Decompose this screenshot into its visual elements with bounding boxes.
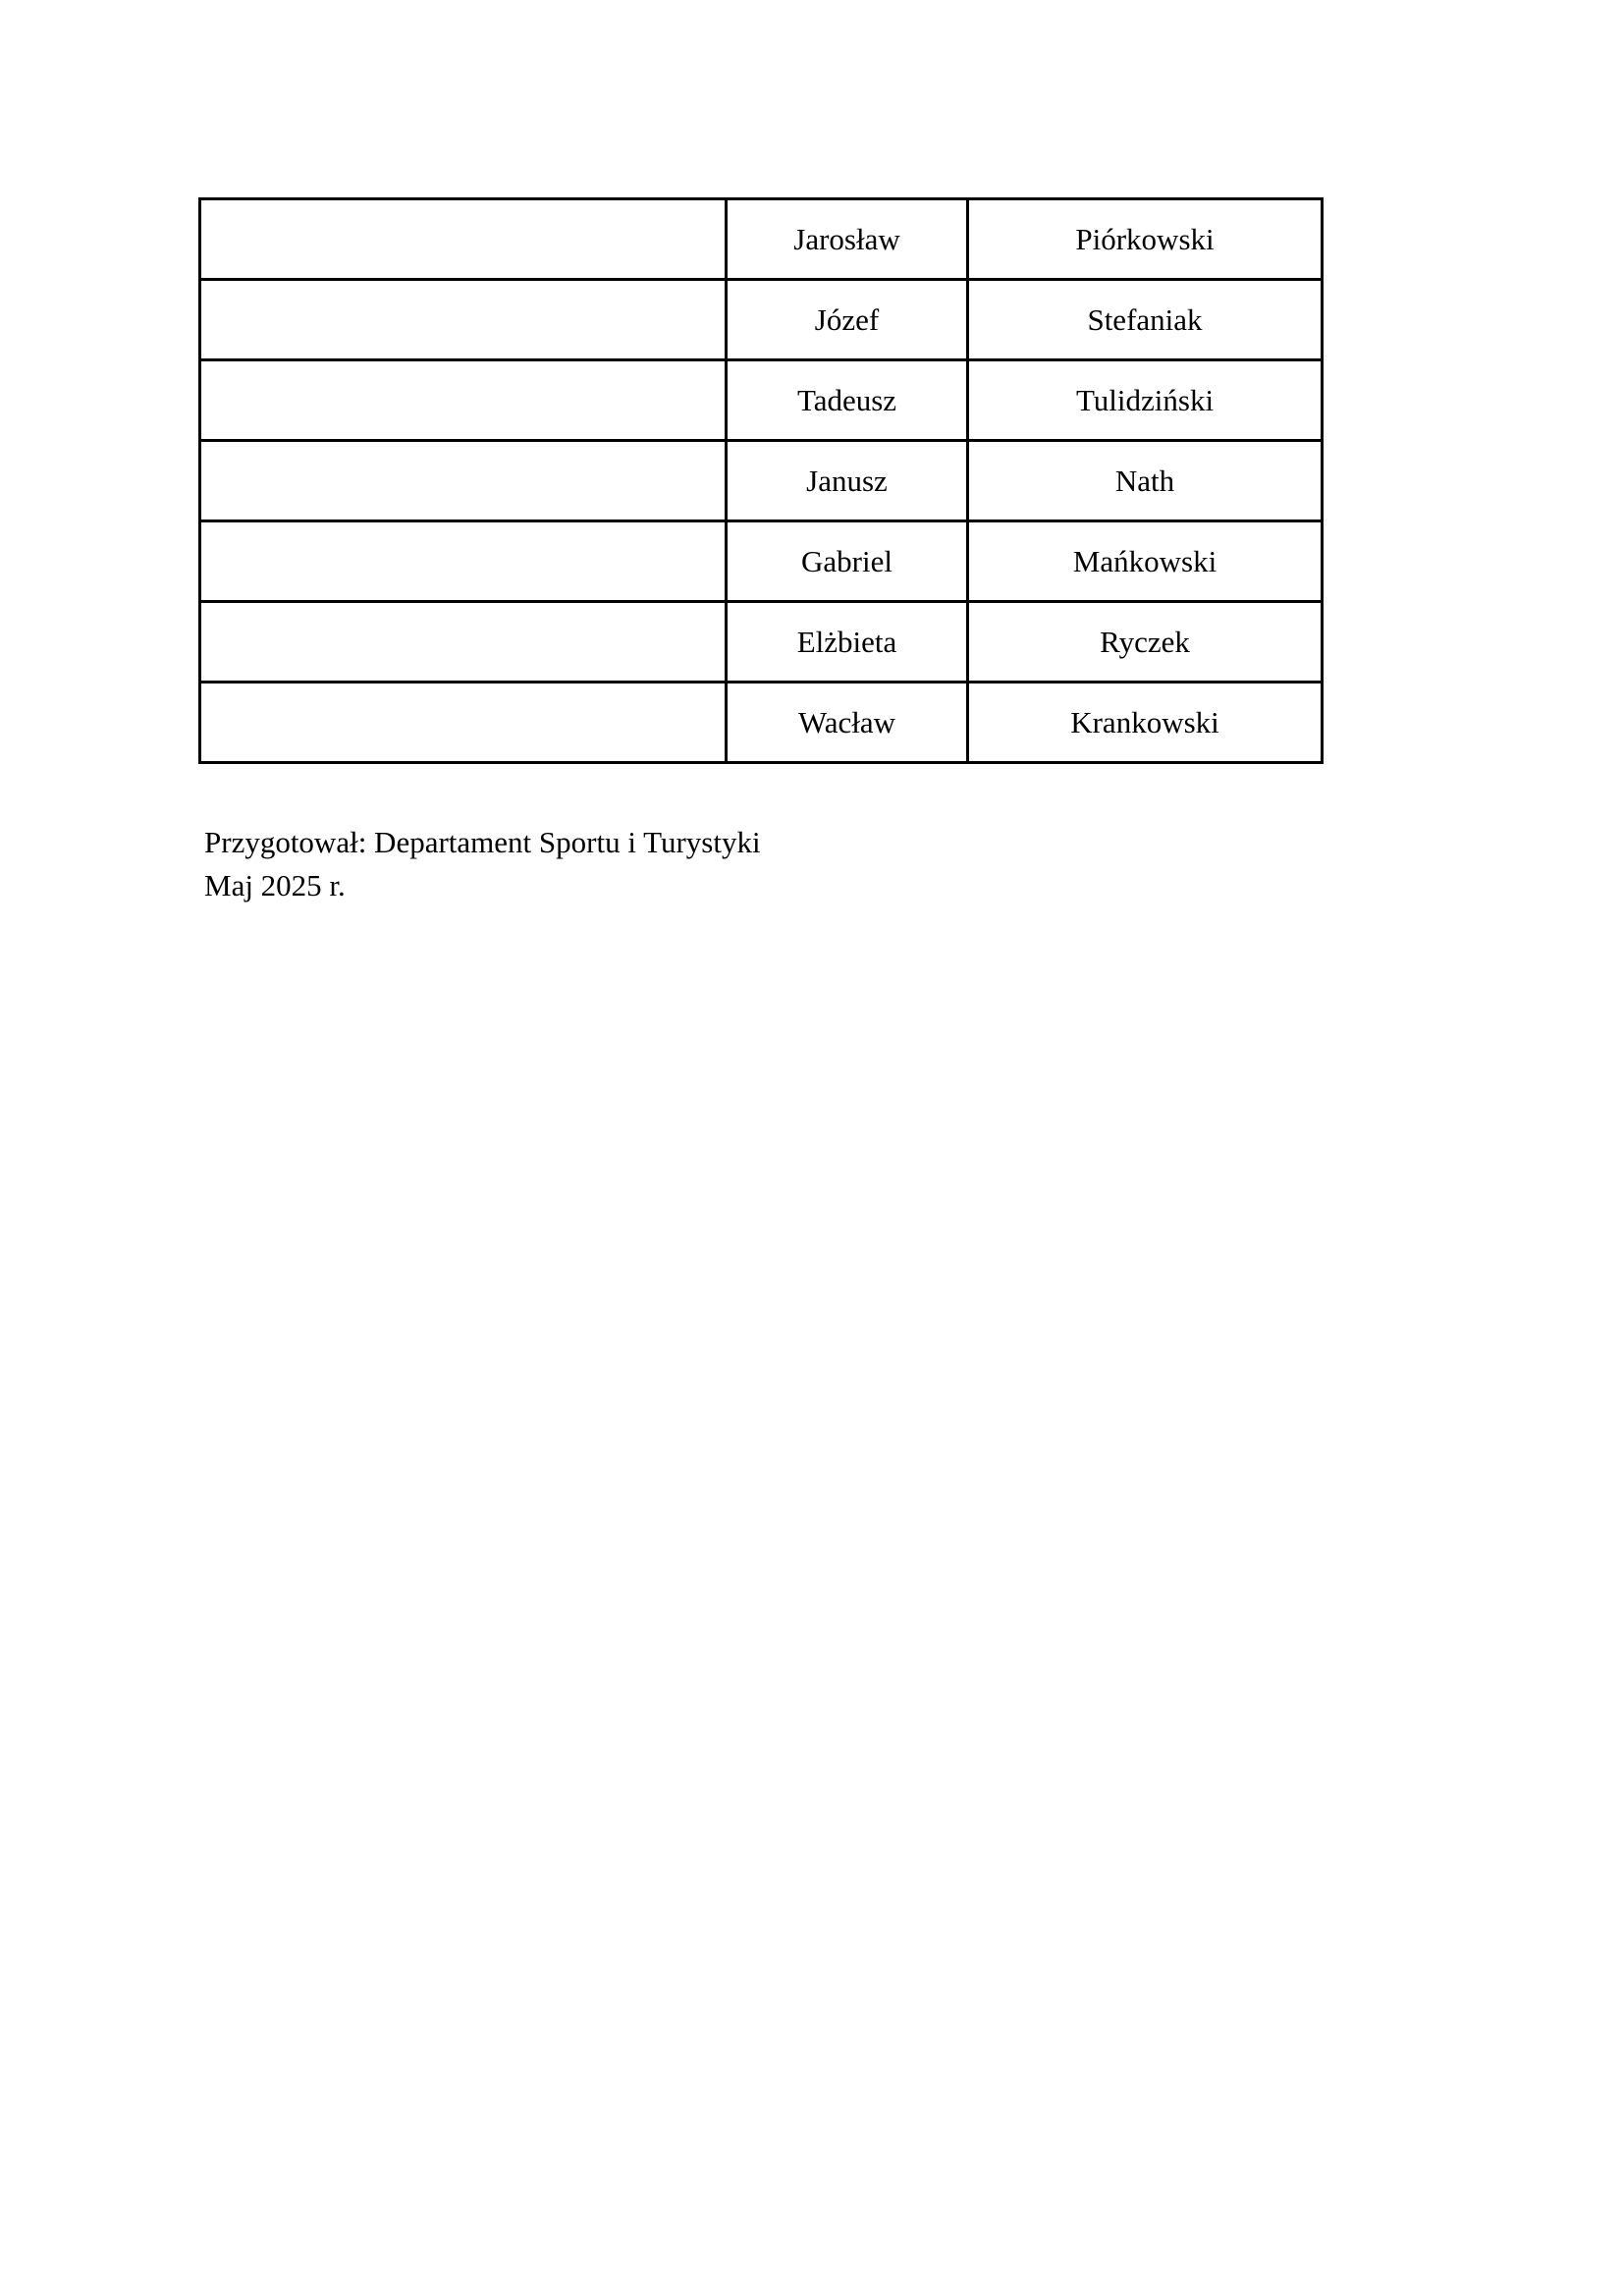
first-name-cell: Janusz — [727, 441, 968, 521]
table-cell-empty — [200, 441, 727, 521]
table-row — [200, 199, 1323, 280]
first-name-cell: Gabriel — [727, 521, 968, 602]
table-cell-empty — [200, 280, 727, 360]
table-row — [200, 441, 1323, 521]
first-name-cell: Józef — [727, 280, 968, 360]
last-name-cell: Mańkowski — [968, 521, 1323, 602]
table-row — [200, 521, 1323, 602]
table-cell-empty — [200, 683, 727, 763]
first-name-cell: Wacław — [727, 683, 968, 763]
last-name-cell: Nath — [968, 441, 1323, 521]
table-row — [200, 360, 1323, 441]
document-footer — [204, 821, 761, 907]
last-name-cell: Ryczek — [968, 602, 1323, 683]
table-cell-empty — [200, 360, 727, 441]
table-cell-empty — [200, 602, 727, 683]
table-cell-empty — [200, 521, 727, 602]
table-row — [200, 683, 1323, 763]
table-cell-empty — [200, 199, 727, 280]
date-text: Maj 2025 r. — [204, 868, 346, 902]
last-name-cell: Piórkowski — [968, 199, 1323, 280]
first-name-cell: Elżbieta — [727, 602, 968, 683]
prepared-by-text: Przygotował: Departament Sportu i Turystyki — [204, 825, 761, 859]
last-name-cell: Stefaniak — [968, 280, 1323, 360]
names-table — [198, 197, 1324, 764]
table-row — [200, 602, 1323, 683]
first-name-cell: Tadeusz — [727, 360, 968, 441]
last-name-cell: Krankowski — [968, 683, 1323, 763]
table-row — [200, 280, 1323, 360]
first-name-cell: Jarosław — [727, 199, 968, 280]
last-name-cell: Tulidziński — [968, 360, 1323, 441]
